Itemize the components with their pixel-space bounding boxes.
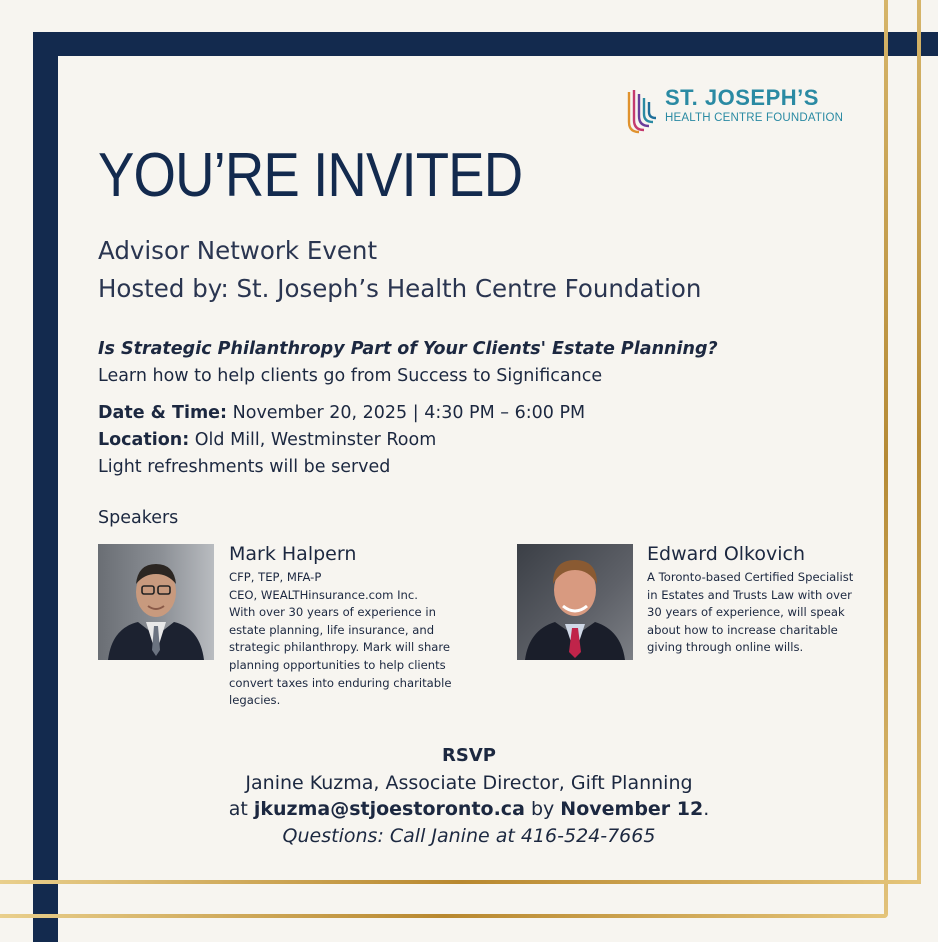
location-label: Location: — [98, 430, 190, 450]
event-name: Advisor Network Event — [98, 236, 378, 265]
refreshments-line: Light refreshments will be served — [98, 457, 391, 477]
gold-frame-line — [0, 914, 888, 918]
rsvp-email-line — [0, 798, 938, 820]
date-time-line — [98, 403, 585, 423]
speaker-bio-line: in Estates and Trusts Law with over — [647, 587, 852, 602]
speaker-bio-line: A Toronto-based Certified Specialist — [647, 570, 854, 584]
speaker-photo-mark-halpern — [98, 544, 214, 660]
speaker-bio-line: 30 years of experience, will speak — [647, 605, 845, 620]
speaker-bio-line: planning opportunities to help clients — [229, 657, 446, 672]
gold-frame-line — [0, 880, 921, 884]
logo-name: ST. JOSEPH’S — [665, 85, 819, 110]
date-label: Date & Time: — [98, 403, 228, 423]
speaker-name: Mark Halpern — [229, 543, 357, 565]
speaker-bio-line: strategic philanthropy. Mark will share — [229, 640, 451, 655]
rsvp-email-link[interactable]: jkuzma@stjoestoronto.ca — [253, 798, 525, 820]
foundation-logo — [625, 86, 843, 136]
location-line — [98, 430, 436, 450]
questions-text: : Call Janine at 416-524-7665 — [377, 825, 656, 847]
rsvp-contact: Janine Kuzma, Associate Director, Gift Planning — [245, 772, 693, 794]
rsvp-deadline: November 12 — [560, 798, 704, 820]
speaker-bio-line: legacies. — [229, 693, 281, 708]
event-host: Hosted by: St. Joseph’s Health Centre Foundation — [98, 274, 702, 303]
speaker-bio-line: about how to increase charitable — [647, 622, 838, 637]
rsvp-period: . — [703, 798, 710, 820]
questions-label: Questions — [282, 825, 378, 847]
event-tagline: Learn how to help clients go from Success to Significance — [98, 366, 603, 386]
speaker-bio-line: estate planning, life insurance, and — [229, 622, 435, 637]
speaker-bio-line: giving through online wills. — [647, 640, 804, 655]
speaker-bio — [647, 569, 882, 657]
rsvp-by: by — [530, 798, 555, 820]
rsvp-questions — [0, 825, 938, 847]
speaker-photo-edward-olkovich — [517, 544, 633, 660]
speaker-bio-line: convert taxes into enduring charitable — [229, 675, 452, 690]
speaker-bio-line: CFP, TEP, MFA-P — [229, 570, 322, 584]
speaker-bio-line: With over 30 years of experience in — [229, 605, 436, 620]
speaker-bio-line: CEO, WEALTHinsurance.com Inc. — [229, 587, 418, 602]
event-question: Is Strategic Philanthropy Part of Your Clients' Estate Planning? — [98, 339, 718, 359]
invitation-title: YOU’RE INVITED — [98, 141, 523, 210]
speaker-bio — [229, 569, 479, 710]
location-value: Old Mill, Westminster Room — [194, 430, 437, 450]
speakers-heading: Speakers — [98, 508, 179, 528]
speaker-name: Edward Olkovich — [647, 543, 806, 565]
logo-icon — [625, 86, 657, 136]
date-value: November 20, 2025 | 4:30 PM – 6:00 PM — [232, 403, 586, 423]
logo-subtitle: HEALTH CENTRE FOUNDATION — [665, 112, 844, 124]
rsvp-at: at — [228, 798, 248, 820]
rsvp-heading: RSVP — [442, 745, 496, 766]
navy-frame-top — [33, 32, 938, 56]
